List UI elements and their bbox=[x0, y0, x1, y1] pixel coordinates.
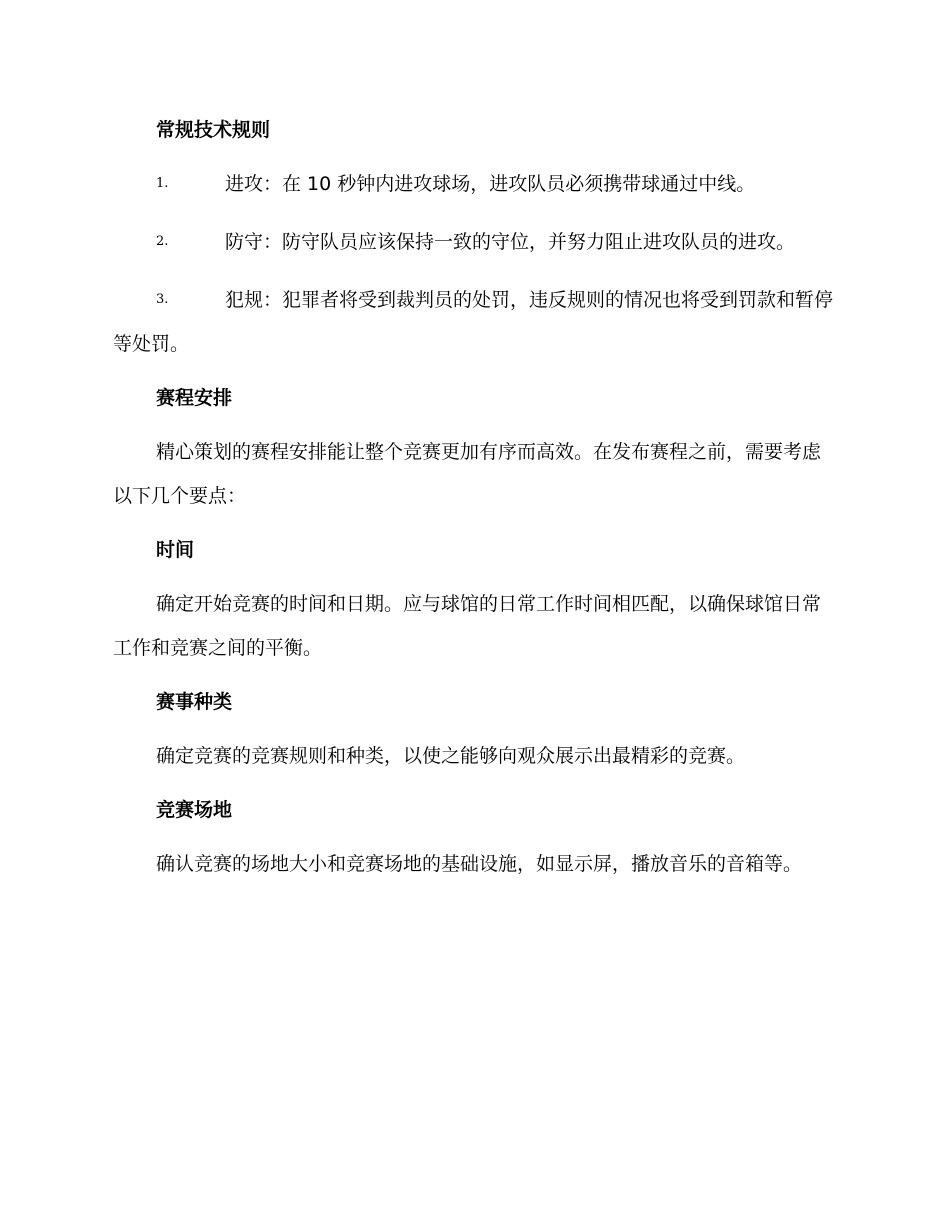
heading-venue: 竞赛场地 bbox=[156, 799, 233, 821]
list-text: 进攻：在 10 秒钟内进攻球场，进攻队员必须携带球通过中线。 bbox=[225, 173, 756, 195]
list-item-foul bbox=[113, 278, 833, 366]
spacer bbox=[113, 670, 833, 684]
heading-event-type: 赛事种类 bbox=[156, 691, 233, 713]
list-text: 防守：防守队员应该保持一致的守位，并努力阻止进攻队员的进攻。 bbox=[225, 231, 796, 253]
paragraph-time: 确定开始竞赛的时间和日期。应与球馆的日常工作时间相匹配，以确保球馆日常工作和竞赛之间的平衡。 bbox=[113, 593, 822, 659]
paragraph-event-type: 确定竞赛的竞赛规则和种类，以使之能够向观众展示出最精彩的竞赛。 bbox=[156, 745, 746, 767]
spacer bbox=[113, 568, 833, 582]
list-text: 犯规：犯罪者将受到裁判员的处罚，违反规则的情况也将受到罚款和暂停等处罚。 bbox=[113, 289, 834, 355]
list-number: 3. bbox=[156, 292, 169, 307]
heading-time: 时间 bbox=[156, 539, 195, 561]
list-number: 2. bbox=[156, 234, 169, 249]
heading-schedule: 赛程安排 bbox=[156, 387, 233, 409]
spacer bbox=[113, 264, 833, 278]
list-number: 1. bbox=[156, 176, 169, 191]
heading-rules: 常规技术规则 bbox=[156, 119, 271, 141]
list-item-attack bbox=[113, 162, 833, 206]
spacer bbox=[113, 778, 833, 792]
paragraph-schedule: 精心策划的赛程安排能让整个竞赛更加有序而高效。在发布赛程之前，需要考虑以下几个要点： bbox=[113, 441, 822, 507]
spacer bbox=[113, 828, 833, 842]
spacer bbox=[113, 416, 833, 430]
spacer bbox=[113, 206, 833, 220]
spacer bbox=[113, 518, 833, 532]
paragraph-venue: 确认竞赛的场地大小和竞赛场地的基础设施，如显示屏，播放音乐的音箱等。 bbox=[156, 853, 803, 875]
document-body bbox=[113, 112, 833, 886]
spacer bbox=[113, 366, 833, 380]
list-item-defense bbox=[113, 220, 833, 264]
spacer bbox=[113, 720, 833, 734]
spacer bbox=[113, 148, 833, 162]
